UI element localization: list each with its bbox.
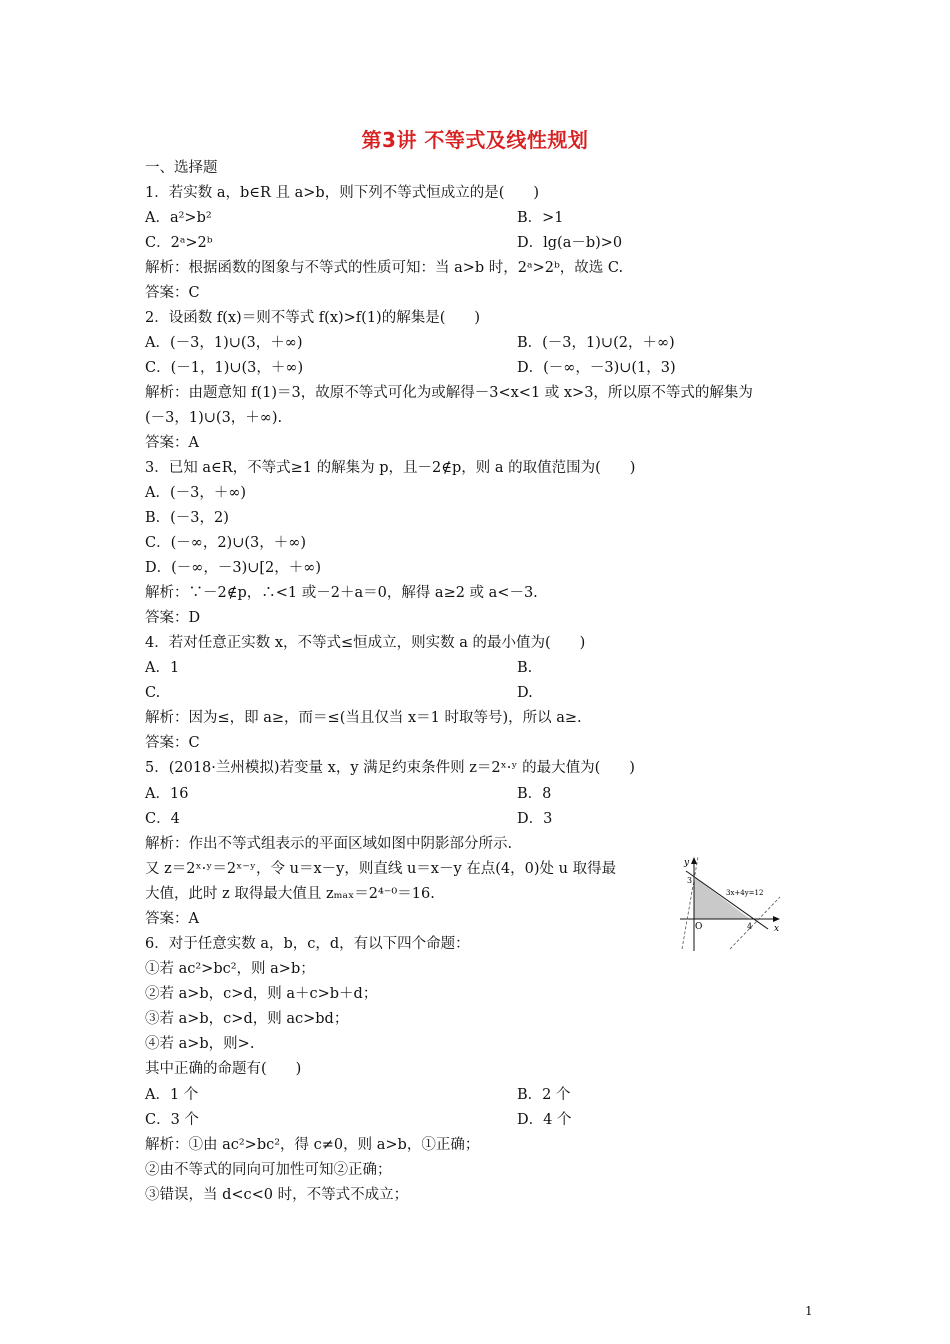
q4-analysis: 解析：因为≤，即 a≥，而＝≤(当且仅当 x＝1 时取等号)，所以 a≥. <box>145 710 582 726</box>
q4-option-a: A．1 <box>145 660 180 676</box>
q3-analysis: 解析：∵－2∉p，∴<1 或－2＋a＝0，解得 a≥2 或 a<－3. <box>145 585 538 601</box>
q3-option-b: B．(－3，2) <box>145 510 229 526</box>
q5-option-b: B．8 <box>517 786 552 802</box>
q6-ask: 其中正确的命题有( ) <box>145 1061 302 1077</box>
q6-proposition-4: ④若 a>b，则>. <box>145 1036 255 1052</box>
q3-option-d: D．(－∞，－3)∪[2，＋∞) <box>145 560 322 576</box>
q2-option-c: C．(－1，1)∪(3，＋∞) <box>145 360 304 376</box>
line-equation-label: 3x+4y=12 <box>726 889 764 897</box>
q1-stem: 1．若实数 a，b∈R 且 a>b，则下列不等式恒成立的是( ) <box>145 185 540 201</box>
q6-analysis-line1: 解析：①由 ac²>bc²，得 c≠0，则 a>b，①正确； <box>145 1137 480 1153</box>
q5-option-a: A．16 <box>145 786 189 802</box>
y-axis-label: y <box>684 858 690 868</box>
q1-answer: 答案：C <box>145 285 200 301</box>
dashed-line-right <box>730 897 780 949</box>
feasible-region-figure <box>676 853 784 953</box>
x-tick-label: 4 <box>747 922 753 931</box>
q6-option-d: D．4 个 <box>517 1112 572 1128</box>
section-heading: 一、选择题 <box>145 160 218 176</box>
q4-stem: 4．若对任意正实数 x，不等式≤恒成立，则实数 a 的最小值为( ) <box>145 635 586 651</box>
q4-option-b: B. <box>517 660 533 676</box>
feasible-region-graph <box>676 853 784 953</box>
y-tick-label: 3 <box>687 876 693 885</box>
q6-stem: 6．对于任意实数 a，b，c，d，有以下四个命题： <box>145 936 470 952</box>
q2-option-b: B．(－3，1)∪(2，＋∞) <box>517 335 675 351</box>
q1-option-b: B．>1 <box>517 210 564 226</box>
q6-analysis-line3: ③错误，当 d<c<0 时，不等式不成立； <box>145 1187 409 1203</box>
page-title: 第3讲 不等式及线性规划 <box>361 128 589 152</box>
x-axis-label: x <box>774 924 780 934</box>
origin-label: O <box>695 922 703 932</box>
q5-analysis-line2: 又 z＝2ˣ·ʸ＝2ˣ⁻ʸ，令 u＝x－y，则直线 u＝x－y 在点(4，0)处 u 取得最 <box>145 861 617 877</box>
q6-option-b: B．2 个 <box>517 1087 571 1103</box>
q4-answer: 答案：C <box>145 735 200 751</box>
q6-option-c: C．3 个 <box>145 1112 199 1128</box>
q5-analysis-line3: 大值，此时 z 取得最大值且 zₘₐₓ＝2⁴⁻⁰＝16. <box>145 886 435 902</box>
q3-option-c: C．(－∞，2)∪(3，＋∞) <box>145 535 306 551</box>
q2-analysis-line1: 解析：由题意知 f(1)＝3，故原不等式可化为或解得－3<x<1 或 x>3，所以原不等式的解集为 <box>145 385 753 401</box>
q5-option-c: C．4 <box>145 811 180 827</box>
q5-option-d: D．3 <box>517 811 553 827</box>
q1-option-d: D．lg(a－b)>0 <box>517 235 623 251</box>
q6-option-a: A．1 个 <box>145 1087 199 1103</box>
x-axis-arrow <box>773 916 780 922</box>
q4-option-c: C. <box>145 685 161 701</box>
shaded-region <box>694 877 750 919</box>
q1-option-c: C．2ᵃ>2ᵇ <box>145 235 213 251</box>
q5-answer: 答案：A <box>145 911 199 927</box>
q6-analysis-line2: ②由不等式的同向可加性可知②正确； <box>145 1162 392 1178</box>
q4-option-d: D. <box>517 685 533 701</box>
q1-analysis: 解析：根据函数的图象与不等式的性质可知：当 a>b 时，2ᵃ>2ᵇ，故选 C. <box>145 260 624 276</box>
q1-option-a: A．a²>b² <box>145 210 212 226</box>
page-number: 1 <box>805 1304 813 1318</box>
q5-stem: 5．(2018·兰州模拟)若变量 x，y 满足约束条件则 z＝2ˣ·ʸ 的最大值为( ) <box>145 760 635 776</box>
q2-stem: 2．设函数 f(x)＝则不等式 f(x)>f(1)的解集是( ) <box>145 310 481 326</box>
q5-analysis-line1: 解析：作出不等式组表示的平面区域如图中阴影部分所示. <box>145 836 513 852</box>
q3-stem: 3．已知 a∈R，不等式≥1 的解集为 p，且－2∉p，则 a 的取值范围为( ) <box>145 460 636 476</box>
y-axis-arrow <box>691 857 697 864</box>
q6-proposition-2: ②若 a>b，c>d，则 a＋c>b＋d； <box>145 986 378 1002</box>
q2-answer: 答案：A <box>145 435 199 451</box>
q2-option-a: A．(－3，1)∪(3，＋∞) <box>145 335 303 351</box>
q6-proposition-1: ①若 ac²>bc²，则 a>b； <box>145 961 315 977</box>
q2-analysis-line2: (－3，1)∪(3，＋∞). <box>145 410 283 426</box>
q2-option-d: D．(－∞，－3)∪(1，3) <box>517 360 676 376</box>
q6-proposition-3: ③若 a>b，c>d，则 ac>bd； <box>145 1011 349 1027</box>
q3-option-a: A．(－3，＋∞) <box>145 485 247 501</box>
q3-answer: 答案：D <box>145 610 201 626</box>
